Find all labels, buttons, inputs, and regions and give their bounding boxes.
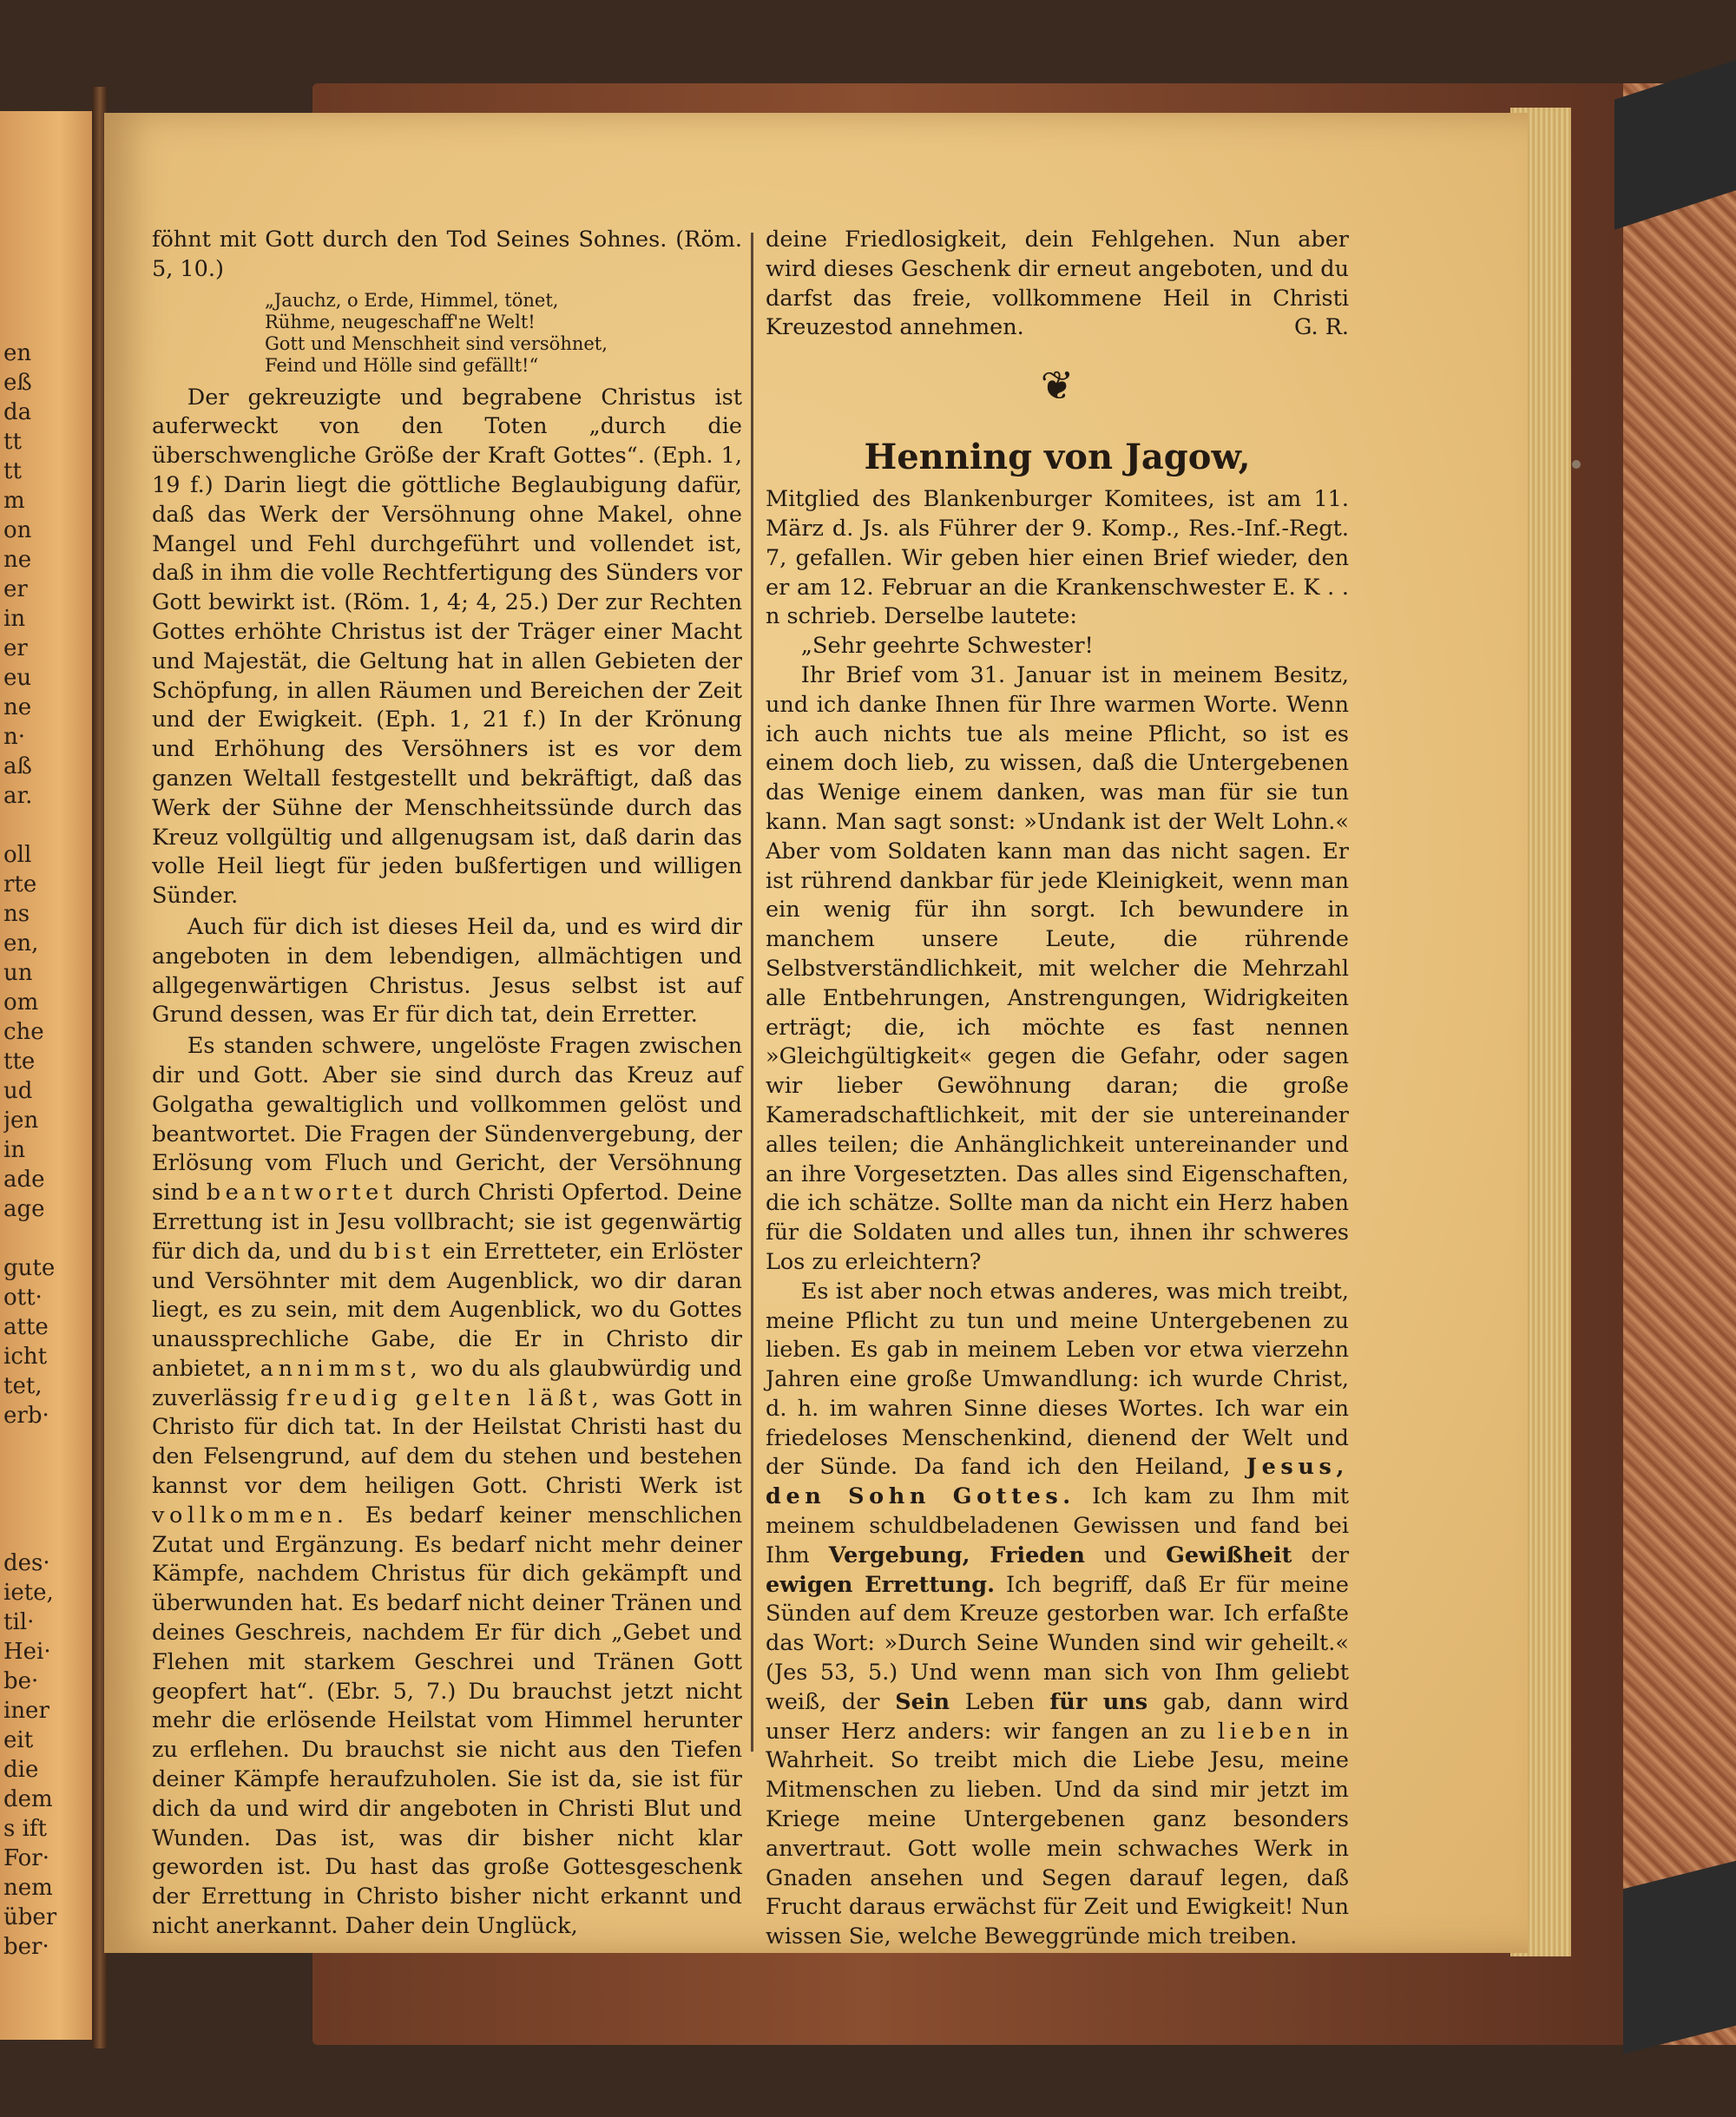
left-fragment-line: eu — [3, 665, 32, 691]
text-run: wo du als glaubwürdig und zuverlässig — [152, 1355, 743, 1411]
left-fragment-line: rte — [3, 871, 37, 897]
text-run: durch Christi Opfertod. Deine Errettung ist in Jesu vollbracht; sie ist gegenwärtig für dich da, und du — [152, 1180, 742, 1265]
left-fragment-line: tt — [3, 429, 22, 455]
left-fragment-line: en — [3, 340, 32, 366]
left-page-fragment — [0, 111, 100, 2040]
left-fragment-line: s ift — [3, 1816, 47, 1842]
left-column — [152, 226, 742, 1942]
text-run: der — [1311, 1542, 1350, 1568]
left-fragment-line — [3, 1460, 99, 1489]
left-fragment-line — [3, 1489, 99, 1519]
col1-paragraph-4 — [152, 1032, 742, 1942]
left-fragment-line: ar. — [3, 783, 33, 809]
bold-text: Sein — [895, 1688, 950, 1715]
left-fragment-line: n· — [3, 724, 26, 750]
bold-text: Gewißheit — [1166, 1542, 1292, 1568]
left-fragment-line: ne — [3, 694, 32, 720]
left-fragment-line: dem — [3, 1786, 53, 1812]
bold-text: für uns — [1049, 1688, 1148, 1715]
cover-corner-bottom — [1623, 1861, 1736, 2054]
left-fragment-line: en, — [3, 930, 39, 957]
text-run: Leben — [964, 1688, 1035, 1715]
left-fragment-line: er — [3, 635, 28, 661]
left-fragment-line: atte — [3, 1314, 49, 1340]
left-fragment-line: die — [3, 1757, 39, 1783]
marbled-cover-edge — [1623, 83, 1736, 2045]
text-run: und — [1103, 1542, 1147, 1568]
text-run: Ich begriff, daß Er für meine Sünden auf dem Kreuze gestorben war. Ich erfaßte das Wort: »Durch Seine Wunden sind wir geheilt.« (Jes 53, 5.) Und wenn man sich von Ihm geliebt weiß, der — [766, 1571, 1350, 1715]
left-fragment-line: ott· — [3, 1285, 43, 1311]
letter-paragraph-2 — [766, 1278, 1349, 1952]
letter-paragraph-1: Ihr Brief vom 31. Januar ist in meinem Besitz, und ich danke Ihnen für Ihre warmen Worte. Wenn ich auch nichts tue als meine Pflicht, so ist es einem doch lieb, zu wissen, daß die Untergebenen das Wenige einem danken, was man für sie tun kann. Man sagt sonst: »Undank ist der Welt Lohn.« Aber vom Soldaten kann man das nicht sagen. Er ist rührend dankbar für jede Kleinigkeit, wenn man ein wenig für ihn sorgt. Ich bewundere in manchem unsere Leute, die rührende Selbstverständlichkeit, mit welcher die Mehrzahl alle Entbehrungen, Anstrengungen, Widrigkeiten erträgt; die, ich möchte es fast nennen »Gleichgültigkeit« gegen die Gefahr, oder sagen wir lieber Gewöhnung daran; die große Kameradschaftlichkeit, mit der sie untereinander alles teilen; die Anhänglichkeit untereinander und an ihre Vorgesetzten. Das alles sind Eigenschaften, die ich schätze. Sollte man da nicht ein Herz haben für die Soldaten und alles tun, ihnen ihr schweres Los zu erleichtern? — [766, 661, 1349, 1275]
left-fragment-line: ud — [3, 1078, 33, 1104]
left-fragment-line: eit — [3, 1727, 34, 1753]
left-fragment-line: eß — [3, 370, 32, 396]
left-fragment-line: aß — [3, 753, 32, 779]
bold-text: Jesus, den Sohn Gottes. — [766, 1454, 1349, 1510]
left-fragment-line: oll — [3, 842, 32, 868]
left-fragment-line: da — [3, 399, 32, 425]
left-fragment-line: in — [3, 1137, 26, 1163]
left-fragment-line: un — [3, 960, 33, 986]
left-fragment-line: ne — [3, 547, 32, 573]
verse-line: Rühme, neugeschaff'ne Welt! — [265, 311, 536, 332]
left-fragment-line: on — [3, 517, 32, 543]
text-run: Es standen schwere, ungelöste Fragen zwischen dir und Gott. Aber sie sind durch das Kreuz auf Golgatha gewaltiglich und vollkommen gelöst und beantwortet. Die Fragen der Sündenvergebung, der Erlösung vom Fluch und Gericht, der Versöhnung sind — [152, 1033, 742, 1206]
left-fragment-line: ade — [3, 1167, 45, 1193]
right-page — [104, 113, 1528, 1953]
left-fragment-line: er — [3, 576, 28, 602]
text-run: deine Friedlosigkeit, dein Fehlgehen. Nun aber wird dieses Geschenk dir erneut angeboten, und du darfst das freie, vollkommene Heil in Christi Kreuzestod annehmen. — [766, 227, 1349, 341]
left-fragment-line: in — [3, 606, 26, 632]
left-fragment-line: be· — [3, 1668, 39, 1694]
bold-text: ewigen Errettung. — [766, 1571, 996, 1598]
left-fragment-line: ns — [3, 901, 30, 927]
verse-line: Gott und Menschheit sind versöhnet, — [265, 332, 608, 354]
left-fragment-line: erb· — [3, 1403, 49, 1429]
text-run: Ich kam zu Ihm mit meinem schuldbeladenen Gewissen und fand bei Ihm — [766, 1483, 1349, 1568]
left-fragment-line: che — [3, 1019, 44, 1045]
spaced-text: freudig gelten läßt, — [286, 1384, 604, 1411]
left-fragment-line: age — [3, 1196, 45, 1222]
spaced-text: bist — [374, 1238, 436, 1265]
bold-text: Vergebung, Frieden — [828, 1542, 1085, 1568]
left-fragment-line: iete, — [3, 1580, 54, 1606]
left-fragment-line — [3, 1224, 99, 1253]
hymn-verse — [265, 290, 742, 377]
spaced-text: vollkommen. — [152, 1502, 349, 1529]
left-fragment-line: til· — [3, 1609, 35, 1635]
ornament-icon: ❦ — [1040, 362, 1075, 410]
left-fragment-line: For· — [3, 1845, 49, 1871]
col1-paragraph-1: föhnt mit Gott durch den Tod Seines Sohnes. (Röm. 5, 10.) — [152, 227, 742, 282]
text-run: gab, dann wird unser Herz anders: wir fangen an zu — [766, 1688, 1350, 1745]
left-fragment-line: gute — [3, 1255, 56, 1281]
left-fragment-line: om — [3, 989, 39, 1016]
right-column — [766, 226, 1349, 1952]
left-fragment-line: Hei· — [3, 1639, 51, 1665]
left-fragment-line: tet, — [3, 1373, 43, 1399]
col2-paragraph-1 — [766, 226, 1349, 343]
letter-salutation: „Sehr geehrte Schwester! — [800, 633, 1094, 660]
article-intro: Mitglied des Blankenburger Komitees, ist am 11. März d. Js. als Führer der 9. Komp., Res.-Inf.-Regt. 7, gefallen. Wir geben hier einen Brief wieder, den er am 12. Februar an die Krankenschwester E. K . . n schrieb. Derselbe lautete: — [766, 486, 1349, 630]
left-fragment-line — [3, 1430, 99, 1460]
column-divider — [751, 233, 753, 1752]
left-fragment-line: jen — [3, 1108, 39, 1134]
left-fragment-line: tte — [3, 1049, 36, 1075]
left-fragment-line: icht — [3, 1344, 48, 1370]
col1-paragraph-3: Auch für dich ist dieses Heil da, und es wird dir angeboten in dem lebendigen, allmächtigen und allgegenwärtigen Christus. Jesus selbst ist auf Grund dessen, was Er für dich tat, dein Erretter. — [152, 913, 742, 1029]
left-fragment-line: über — [3, 1904, 57, 1930]
signature-initials: G. R. — [1294, 314, 1349, 341]
spaced-text: annimmst, — [260, 1355, 423, 1382]
text-run: was Gott in Christo für dich tat. In der Heilstat Christi hast du den Felsengrund, auf dem du stehen und bestehen kannst vor dem heiligen Gott. Christi Werk ist — [152, 1384, 743, 1500]
left-fragment-line: iner — [3, 1698, 49, 1724]
left-fragment-line: des· — [3, 1550, 50, 1576]
left-fragment-line — [3, 1519, 99, 1548]
spaced-text: lieben — [1217, 1718, 1316, 1745]
left-fragment-line: ber· — [3, 1934, 49, 1960]
spaced-text: beantwortet — [206, 1180, 398, 1206]
text-run: ein Erretteter, ein Erlöster und Versöhnter mit dem Augenblick, wo dir daran liegt, es zu sein, mit dem Augenblick, wo du Gottes unaussprechliche Gabe, die Er in Christo dir anbietet, — [152, 1238, 743, 1382]
text-run: Es ist aber noch etwas anderes, was mich treibt, meine Pflicht zu tun und meine Untergebenen zu lieben. Es gab in meinem Leben vor etwa vierzehn Jahren eine große Umwandlung: ich wurde Christ, d. h. im wahren Sinne dieses Wortes. Ich war ein friedeloses Menschenkind, dienend der Welt und der Sünde. Da fand ich den Heiland, — [766, 1278, 1349, 1481]
left-fragment-line — [3, 811, 99, 840]
article-heading: Henning von Jagow, — [864, 437, 1251, 478]
left-fragment-line: m — [3, 488, 25, 514]
text-run: in Wahrheit. So treibt mich die Liebe Jesu, meine Mitmenschen zu lieben. Und da sind mir jetzt im Kriege meine Untergebenen ganz besonders anvertraut. Gott wolle mein schwaches Werk in Gnaden ansehen und Segen darauf legen, daß Frucht daraus erwächst für Zeit und Ewigkeit! Nun wissen Sie, welche Beweggründe mich treiben. — [766, 1718, 1349, 1950]
left-fragment-line: tt — [3, 458, 22, 484]
paper-speck — [1572, 460, 1581, 469]
col1-paragraph-2: Der gekreuzigte und begrabene Christus ist auferweckt von den Toten „durch die überschwengliche Größe der Kraft Gottes“. (Eph. 1, 19 f.) Darin liegt die göttliche Beglaubigung dafür, daß das Werk der Versöhnung ohne Makel, ohne Mangel und Fehl durchgeführt und vollendet ist, daß in ihm die volle Rechtfertigung des Sünders vor Gott bewirkt ist. (Röm. 1, 4; 4, 25.) Der zur Rechten Gottes erhöhte Christus ist der Träger einer Macht und Majestät, die Geltung hat in allen Gebieten der Schöpfung, in allen Räumen und Bereichen der Zeit und der Ewigkeit. (Eph. 1, 21 f.) In der Krönung und Erhöhung des Versöhners ist es vor dem ganzen Weltall festgestellt und bekräftigt, daß das Werk der Sühne der Menschheitssünde durch das Kreuz vollgültig und allgenugsam ist, daß darin das volle Heil liegt für jeden bußfertigen und willigen Sünder. — [152, 384, 742, 910]
verse-line: „Jauchz, o Erde, Himmel, tönet, — [265, 289, 559, 311]
verse-line: Feind und Hölle sind gefällt!“ — [265, 354, 539, 376]
left-page-text — [3, 339, 99, 1962]
left-fragment-line: nem — [3, 1875, 53, 1901]
text-run: Es bedarf keiner menschlichen Zutat und Ergänzung. Es bedarf nicht mehr deiner Kämpfe, nachdem Christus für dich gekämpft und überwunden hat. Es bedarf nicht deiner Tränen und deines Geschreis, nachdem Er für dich „Gebet und Flehen mit starkem Geschrei und Tränen Gott geopfert hat“. (Ebr. 5, 7.) Du brauchst jetzt nicht mehr die erlösende Heilstat vom Himmel herunter zu erflehen. Du brauchst sie nicht aus den Tiefen deiner Kämpfe heraufzuholen. Sie ist da, sie ist für dich da und wird dir angeboten in Christi Blut und Wunden. Das ist, was dir bisher nicht klar geworden ist. Du hast das große Gottesgeschenk der Errettung in Christo bisher nicht erkannt und nicht anerkannt. Daher dein Unglück, — [152, 1502, 742, 1940]
